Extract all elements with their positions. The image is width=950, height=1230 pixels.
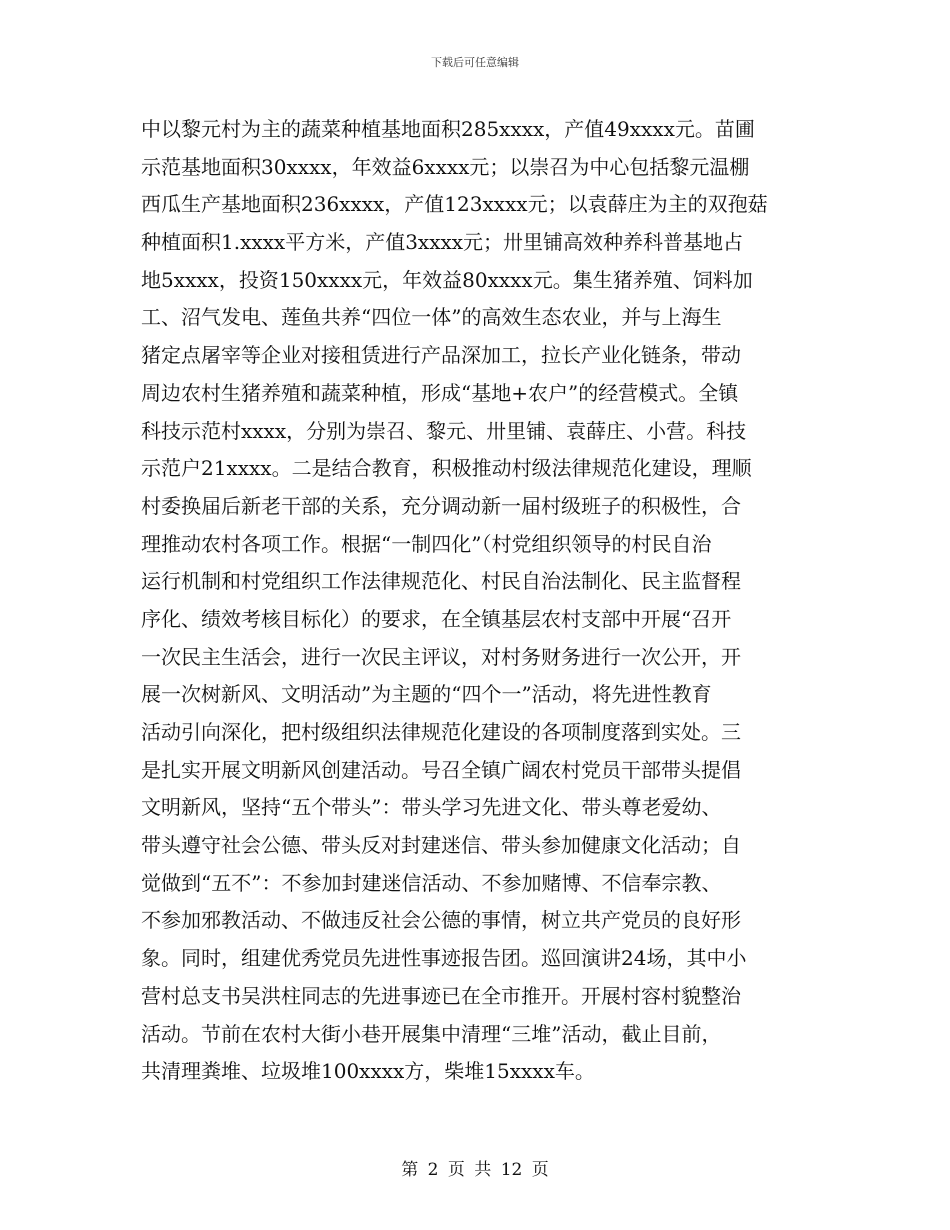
- text-line: 展一次树新风、文明活动”为主题的“四个一”活动，将先进性教育: [141, 682, 712, 707]
- body-paragraph: [141, 111, 819, 1091]
- text-line: 西瓜生产基地面积236xxxx，产值123xxxx元；以袁薛庄为主的双孢菇: [141, 192, 768, 217]
- text-line: 共清理粪堆、垃圾堆100xxxx方，柴堆15xxxx车。: [141, 1059, 595, 1084]
- text-line: 示范户21xxxx。二是结合教育，积极推动村级法律规范化建设，理顺: [141, 456, 752, 481]
- text-line: 一次民主生活会，进行一次民主评议，对村务财务进行一次公开，开: [141, 644, 741, 669]
- text-line: 象。同时，组建优秀党员先进性事迹报告团。巡回演讲24场，其中小: [141, 946, 747, 971]
- text-line: 示范基地面积30xxxx，年效益6xxxx元；以崇召为中心包括黎元温棚: [141, 154, 750, 179]
- text-line: 觉做到“五不”：不参加封建迷信活动、不参加赌博、不信奉宗教、: [141, 870, 722, 895]
- text-line: 理推动农村各项工作。根据“一制四化”（村党组织领导的村民自治: [141, 531, 712, 556]
- text-line: 村委换届后新老干部的关系，充分调动新一届村级班子的积极性，合: [141, 493, 741, 518]
- text-line: 周边农村生猪养殖和蔬菜种植，形成“基地+农户”的经营模式。全镇: [141, 380, 739, 405]
- text-line: 猪定点屠宰等企业对接租赁进行产品深加工，拉长产业化链条，带动: [141, 343, 741, 368]
- text-line: 文明新风，坚持“五个带头”：带头学习先进文化、带头尊老爱幼、: [141, 795, 722, 820]
- text-line: 不参加邪教活动、不做违反社会公德的事情，树立共产党员的良好形: [141, 908, 741, 933]
- text-line: 科技示范村xxxx，分别为崇召、黎元、卅里铺、袁薛庄、小营。科技: [141, 418, 747, 443]
- text-line: 中以黎元村为主的蔬菜种植基地面积285xxxx，产值49xxxx元。苗圃: [141, 117, 755, 141]
- page-header: 下载后可任意编辑: [431, 56, 519, 69]
- text-line: 序化、绩效考核目标化）的要求，在全镇基层农村支部中开展“召开: [141, 606, 732, 631]
- text-line: 活动引向深化，把村级组织法律规范化建设的各项制度落到实处。三: [141, 720, 741, 744]
- page-number-footer: 第 2 页 共 12 页: [401, 1160, 549, 1180]
- text-line: 营村总支书吴洪柱同志的先进事迹已在全市推开。开展村容村貌整治: [141, 983, 741, 1008]
- text-line: 地5xxxx，投资150xxxx元，年效益80xxxx元。集生猪养殖、饲料加: [141, 267, 753, 292]
- text-line: 种植面积1.xxxx平方米，产值3xxxx元；卅里铺高效种养科普基地占: [141, 230, 744, 255]
- text-line: 工、沼气发电、莲鱼共养“四位一体”的高效生态农业，并与上海生: [141, 305, 722, 330]
- text-line: 运行机制和村党组织工作法律规范化、村民自治法制化、民主监督程: [141, 569, 741, 594]
- text-line: 带头遵守社会公德、带头反对封建迷信、带头参加健康文化活动；自: [141, 833, 741, 858]
- text-line: 活动。节前在农村大街小巷开展集中清理“三堆”活动，截止目前，: [141, 1021, 722, 1046]
- text-line: 是扎实开展文明新风创建活动。号召全镇广阔农村党员干部带头提倡: [141, 757, 741, 782]
